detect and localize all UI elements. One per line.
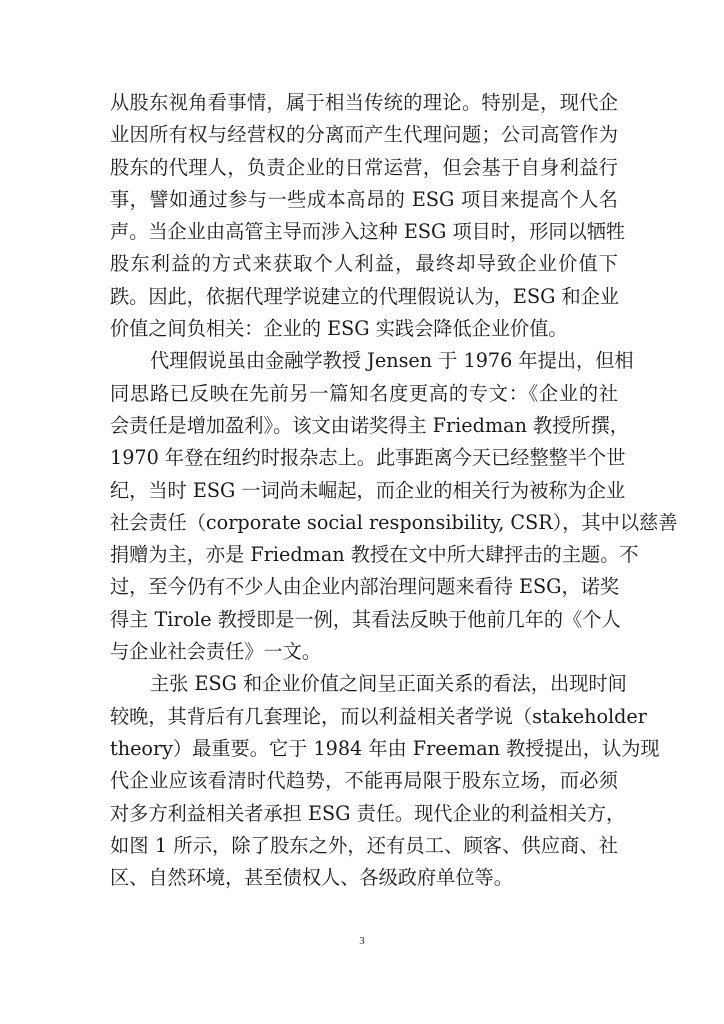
text-line: 区、自然环境，甚至债权人、各级政府单位等。 [110, 866, 513, 890]
text-line: 较晚，其背后有几套理论，而以利益相关者学说（stakeholder [110, 704, 647, 728]
text-line: 社会责任（corporate social responsibility, CSR），其中以慈善 [110, 510, 678, 534]
text-line: 跌。因此，依据代理学说建立的代理假说认为，ESG 和企业 [110, 284, 620, 308]
text-line: 得主 Tirole 教授即是一例，其看法反映于他前几年的《个人 [110, 607, 621, 631]
text-line: 捐赠为主，亦是 Friedman 教授在文中所大肆抨击的主题。不 [110, 543, 639, 567]
text-line: 事，譬如通过参与一些成本高昂的 ESG 项目来提高个人名 [110, 187, 618, 211]
text-line: 会责任是增加盈利》。该文由诺奖得主 Friedman 教授所撰， [110, 413, 629, 437]
text-line: 从股东视角看事情，属于相当传统的理论。特别是，现代企 [110, 91, 618, 114]
text-line: 股东利益的方式来获取个人利益，最终却导致企业价值下 [110, 252, 618, 276]
paragraph-3 [110, 668, 660, 894]
text-line: 代理假说虽由金融学教授 Jensen 于 1976 年提出，但相 [150, 349, 634, 373]
text-line: 代企业应该看清时代趋势，不能再局限于股东立场，而必须 [110, 769, 618, 793]
text-line: 业因所有权与经营权的分离而产生代理问题；公司高管作为 [110, 123, 618, 147]
text-line: 与企业社会责任》一文。 [110, 640, 322, 664]
body-text [110, 87, 678, 894]
text-line: 纪，当时 ESG 一词尚未崛起，而企业的相关行为被称为企业 [110, 478, 626, 502]
text-line: 过，至今仍有不少人由企业内部治理问题来看待 ESG，诺奖 [110, 575, 620, 599]
text-line: 股东的代理人，负责企业的日常运营，但会基于自身利益行 [110, 155, 618, 179]
text-line: 价值之间负相关：企业的 ESG 实践会降低企业价值。 [110, 317, 568, 341]
page-number: 3 [359, 935, 365, 947]
paragraph-1 [110, 87, 626, 345]
text-line: 如图 1 所示，除了股东之外，还有员工、顾客、供应商、社 [110, 833, 618, 857]
text-line: theory）最重要。它于 1984 年由 Freeman 教授提出，认为现 [110, 736, 660, 760]
text-line: 声。当企业由高管主导而涉入这种 ESG 项目时，形同以牺牲 [110, 220, 626, 244]
text-line: 同思路已反映在先前另一篇知名度更高的专文：《企业的社 [110, 381, 618, 405]
paragraph-2 [110, 345, 678, 668]
text-line: 主张 ESG 和企业价值之间呈正面关系的看法，出现时间 [150, 672, 627, 696]
text-line: 对多方利益相关者承担 ESG 责任。现代企业的利益相关方， [110, 801, 626, 825]
text-line: 1970 年登在纽约时报杂志上。此事距离今天已经整整半个世 [110, 446, 626, 470]
